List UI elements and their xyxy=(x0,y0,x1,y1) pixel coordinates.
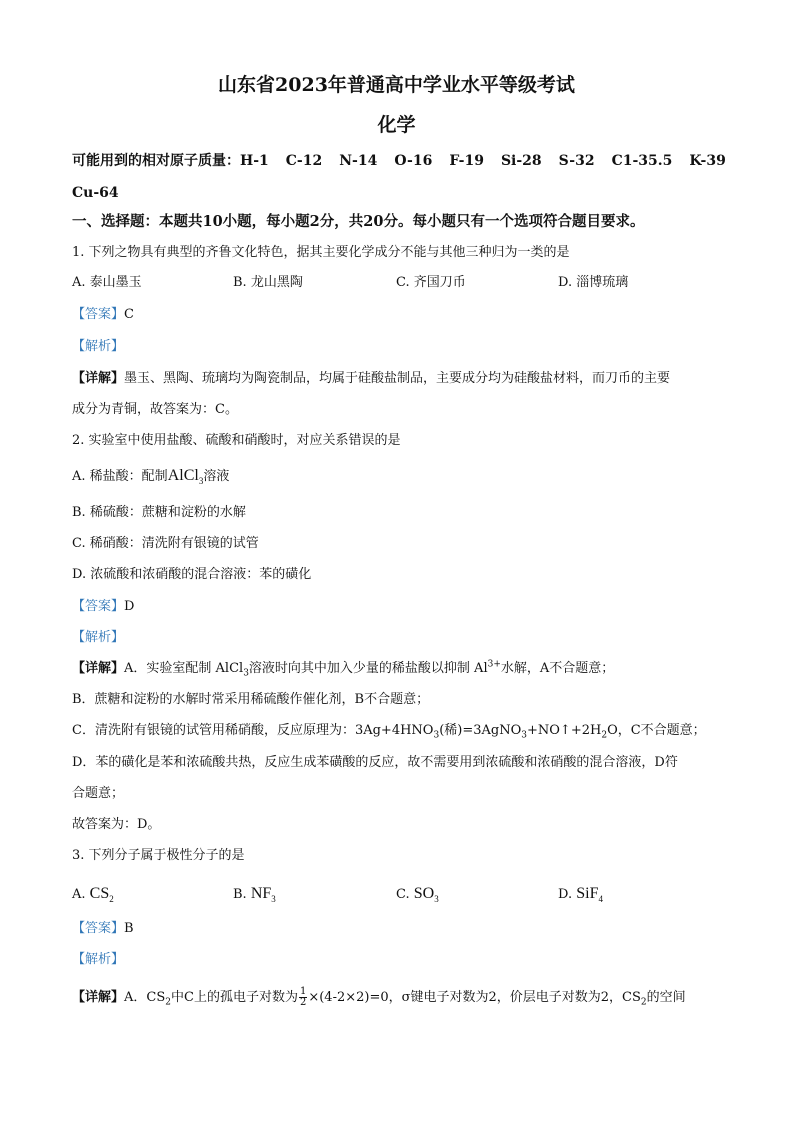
exam-title: 山东省2023年普通高中学业水平等级考试 xyxy=(218,74,575,96)
question-1-detail-line-1: 【详解】墨玉、黑陶、琉璃均为陶瓷制品，均属于硅酸盐制品，主要成分均为硅酸盐材料，而刀币的主要 xyxy=(72,371,671,386)
option-b: B. 龙山黑陶 xyxy=(233,275,303,290)
atomic-mass: Si-28 xyxy=(500,153,542,169)
atomic-mass: K-39 xyxy=(689,153,726,169)
question-3-options xyxy=(72,883,732,905)
question-2-stem xyxy=(72,433,401,449)
question-number: 3. xyxy=(72,848,85,863)
question-text: 实验室中使用盐酸、硫酸和硝酸时，对应关系错误的是 xyxy=(88,433,401,448)
question-2-option-b: B. 稀硫酸：蔗糖和淀粉的水解 xyxy=(72,505,246,520)
answer-value: C xyxy=(124,307,134,322)
option-c: C. $SO_3$ xyxy=(396,885,439,905)
option-d: D. SiF$_4$ xyxy=(558,885,603,905)
atomic-mass-wrap: Cu-64 xyxy=(72,185,119,201)
subject-title: 化学 xyxy=(377,114,416,136)
question-2-detail-a: 【详解】A．实验室配制 AlCl$_3$溶液时向其中加入少量的稀盐酸以抑制 $Al^{3+}$水解，A不合题意； xyxy=(72,659,615,679)
atomic-mass: H-1 xyxy=(240,153,269,169)
fraction-one-half: $\frac{1}{2}$ xyxy=(299,986,307,1008)
question-3-answer xyxy=(72,921,134,937)
question-1-detail-line-2: 成分为青铜，故答案为：C。 xyxy=(72,402,238,417)
atomic-mass: F-19 xyxy=(449,153,484,169)
atomic-mass: C1-35.5 xyxy=(611,153,673,169)
question-text: 下列之物具有典型的齐鲁文化特色，据其主要化学成分不能与其他三种归为一类的是 xyxy=(88,245,570,260)
question-1-answer xyxy=(72,307,134,323)
answer-label: 【答案】 xyxy=(72,921,125,936)
question-3-detail-a: 【详解】A．$CS_2$中C上的孤电子对数为 $\frac{1}{2}$ ×(4-2×2)=0，σ键电子对数为2，价层电子对数为2，$CS_2$的空间 xyxy=(72,986,686,1008)
question-2-detail-d-line-1: D．苯的磺化是苯和浓硫酸共热，反应生成苯磺酸的反应，故不需要用到浓硫酸和浓硝酸的混合溶液，D符 xyxy=(72,755,678,770)
atomic-mass: N-14 xyxy=(339,153,378,169)
option-b: B. $NF_3$ xyxy=(233,885,276,905)
atomic-masses-line xyxy=(72,153,726,169)
question-1-stem xyxy=(72,245,570,261)
atomic-mass: O-16 xyxy=(394,153,433,169)
detail-label: 【详解】 xyxy=(72,990,125,1005)
question-2-analysis-label: 【解析】 xyxy=(72,630,125,645)
option-d: D. 淄博琉璃 xyxy=(558,275,629,290)
question-2-conclusion: 故答案为：D。 xyxy=(72,817,161,832)
answer-value: B xyxy=(124,921,134,936)
question-text: 下列分子属于极性分子的是 xyxy=(88,848,245,863)
detail-label: 【详解】 xyxy=(72,371,125,386)
section-heading: 一、选择题：本题共10小题，每小题2分，共20分。每小题只有一个选项符合题目要求。 xyxy=(72,213,645,230)
question-number: 2. xyxy=(72,433,85,448)
answer-label: 【答案】 xyxy=(72,599,125,614)
question-2-option-a: A. 稀盐酸：配制AlCl$_3$溶液 xyxy=(72,467,230,487)
question-2-answer xyxy=(72,599,134,615)
question-3-analysis-label: 【解析】 xyxy=(72,952,125,967)
question-2-option-c: C. 稀硝酸：清洗附有银镜的试管 xyxy=(72,536,259,551)
question-2-detail-d-line-2: 合题意； xyxy=(72,786,125,801)
option-a: A. 泰山墨玉 xyxy=(72,275,142,290)
question-3-stem xyxy=(72,848,245,864)
question-2-detail-c: C．清洗附有银镜的试管用稀硝酸，反应原理为：$3Ag+4HNO_3$(稀)$=3AgNO_3+NO↑+2H_2O$，C不合题意； xyxy=(72,723,706,741)
atomic-masses-label: 可能用到的相对原子质量： xyxy=(72,153,240,169)
question-1-options xyxy=(72,274,732,292)
question-2-detail-b: B．蔗糖和淀粉的水解时常采用稀硫酸作催化剂，B不合题意； xyxy=(72,692,430,707)
atomic-mass: C-12 xyxy=(285,153,323,169)
atomic-mass: S-32 xyxy=(558,153,595,169)
question-2-option-d: D. 浓硫酸和浓硝酸的混合溶液：苯的磺化 xyxy=(72,567,312,582)
detail-label: 【详解】 xyxy=(72,661,125,676)
answer-value: D xyxy=(124,599,135,614)
option-c: C. 齐国刀币 xyxy=(396,275,466,290)
option-a: A. $CS_2$ xyxy=(72,885,114,905)
formula-alcl3: AlCl$_3$ xyxy=(167,467,204,487)
answer-label: 【答案】 xyxy=(72,307,125,322)
question-1-analysis-label: 【解析】 xyxy=(72,339,125,354)
question-number: 1. xyxy=(72,245,85,260)
